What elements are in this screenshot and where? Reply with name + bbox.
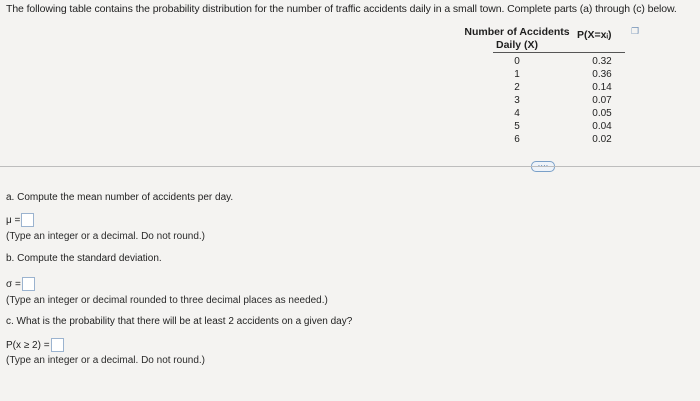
section-divider (0, 166, 700, 167)
prob-label: P(x ≥ 2) = (6, 339, 50, 351)
sigma-label: σ = (6, 278, 21, 290)
part-b-question: b. Compute the standard deviation. (6, 253, 162, 264)
part-c-hint: (Type an integer or a decimal. Do not round.) (6, 355, 205, 366)
p-column (587, 55, 617, 146)
p-value: 0.02 (592, 134, 612, 145)
x-value: 0 (514, 56, 520, 67)
p-value: 0.14 (592, 82, 612, 93)
part-a-answer (6, 213, 34, 227)
x-value: 4 (514, 108, 520, 119)
header-rule (493, 52, 625, 53)
x-column (511, 55, 523, 146)
p-value: 0.07 (592, 95, 612, 106)
p-value: 0.05 (592, 108, 612, 119)
mu-label: μ = (6, 214, 21, 226)
part-b-hint: (Type an integer or decimal rounded to three decimal places as needed.) (6, 295, 328, 306)
p-value: 0.32 (592, 56, 612, 67)
problem-intro: The following table contains the probability distribution for the number of traffic accidents daily in a small town. Complete parts (a) through (c) below. (6, 3, 677, 15)
x-value: 6 (514, 134, 520, 145)
part-a-hint: (Type an integer or a decimal. Do not round.) (6, 231, 205, 242)
header-accidents: Number of Accidents Daily (X) (464, 26, 570, 51)
probability-input[interactable] (51, 338, 64, 352)
p-value: 0.36 (592, 69, 612, 80)
std-dev-input[interactable] (22, 277, 35, 291)
header-probability: P(X=xᵢ) (577, 29, 612, 41)
mean-input[interactable] (21, 213, 34, 227)
part-a-question: a. Compute the mean number of accidents per day. (6, 192, 234, 203)
x-value: 5 (514, 121, 520, 132)
part-b-answer (6, 277, 35, 291)
copy-icon[interactable]: ❐ (631, 26, 640, 36)
x-value: 1 (514, 69, 520, 80)
x-value: 3 (514, 95, 520, 106)
p-value: 0.04 (592, 121, 612, 132)
part-c-answer (6, 338, 64, 352)
part-c-question: c. What is the probability that there will be at least 2 accidents on a given day? (6, 316, 353, 327)
x-value: 2 (514, 82, 520, 93)
